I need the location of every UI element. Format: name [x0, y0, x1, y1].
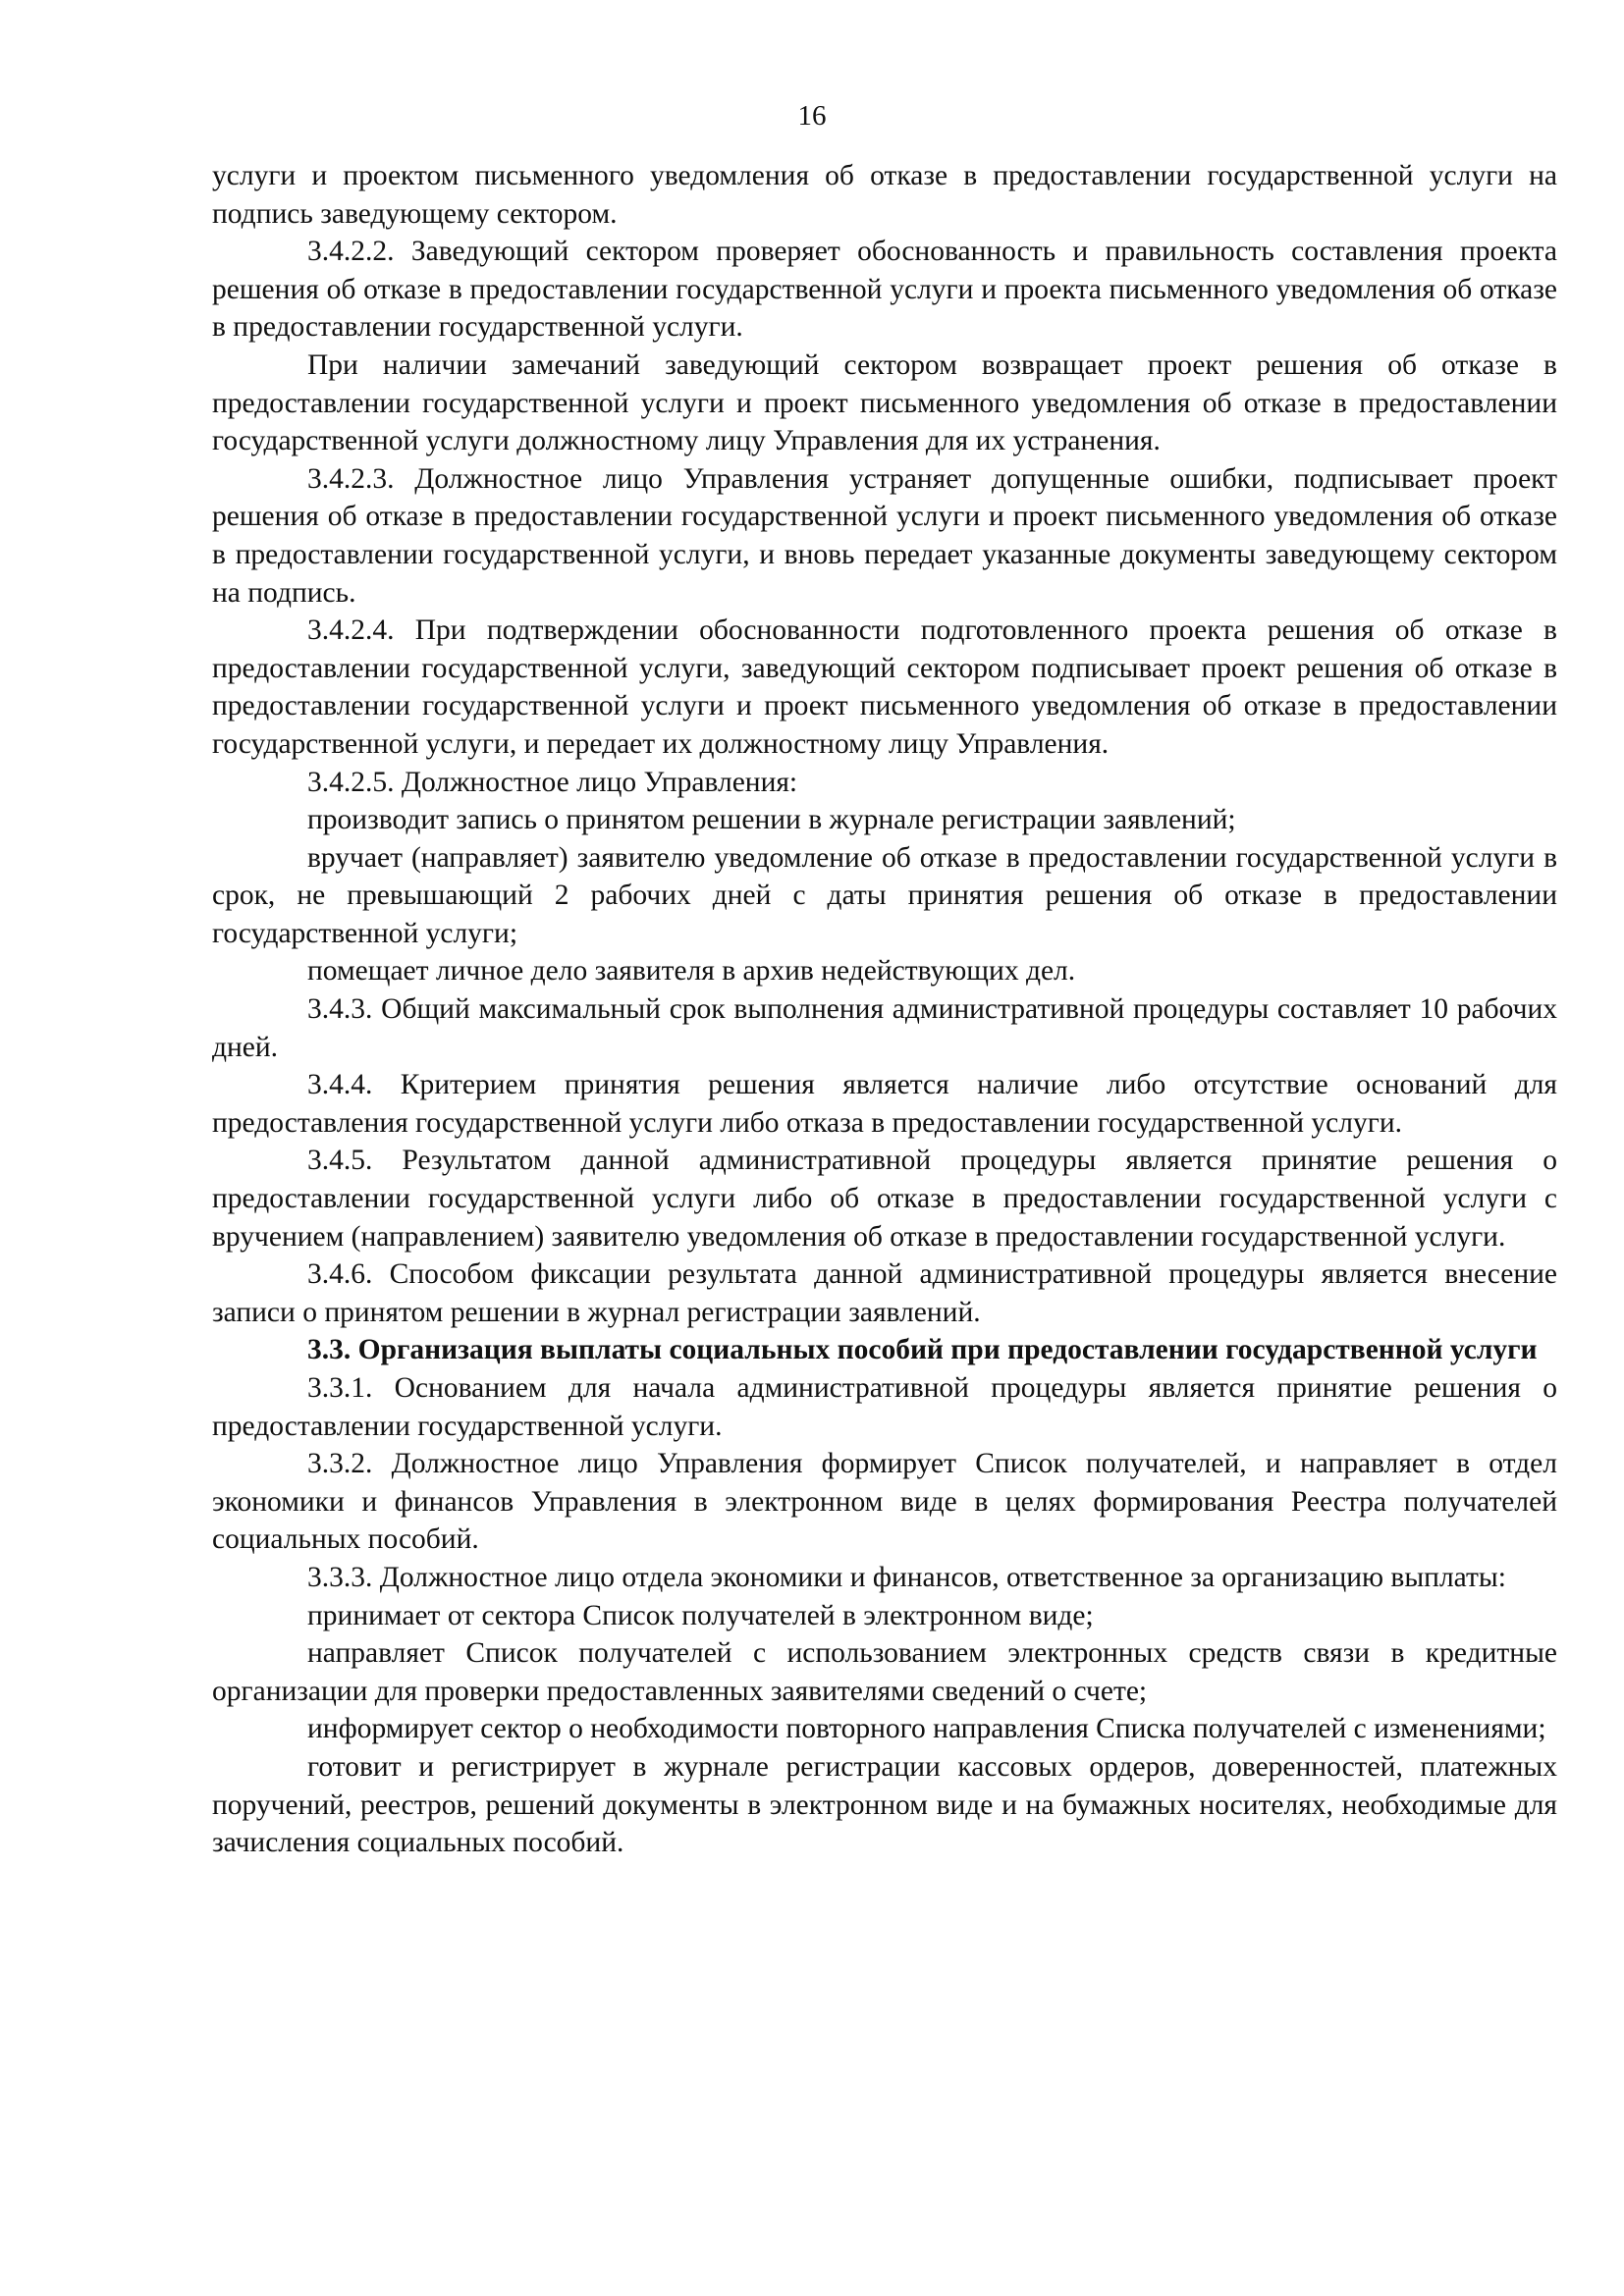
paragraph: При наличии замечаний заведующий сектором возвращает проект решения об отказе в предоставлении государственной услуги и проект письменного уведомления об отказе в предоставлении государственной услуги должностному лицу Управления для их устранения. [212, 348, 1557, 457]
paragraph: 3.4.6. Способом фиксации результата данной административной процедуры является внесение записи о принятом решении в журнал регистрации заявлений. [212, 1258, 1557, 1328]
paragraph: информирует сектор о необходимости повторного направления Списка получателей с изменениями; [307, 1713, 1546, 1745]
paragraph: 3.4.2.4. При подтверждении обоснованности подготовленного проекта решения об отказе в предоставлении государственной услуги, заведующий сектором подписывает проект решения об отказе в предоставлении государственной услуги и проект письменного уведомления об отказе в предоставлении государственной услуги, и передает их должностному лицу Управления. [212, 614, 1557, 760]
paragraph: производит запись о принятом решении в журнале регистрации заявлений; [307, 804, 1236, 836]
paragraph: 3.4.2.2. Заведующий сектором проверяет обоснованность и правильность составления проекта решения об отказе в предоставлении государственной услуги и проекта письменного уведомления об отказе в предоставлении государственной услуги. [212, 236, 1557, 344]
section-heading: 3.3. Организация выплаты социальных пособий при предоставлении государственной услуги [307, 1334, 1538, 1366]
paragraph: принимает от сектора Список получателей в электронном виде; [307, 1599, 1094, 1631]
paragraph: направляет Список получателей с использованием электронных средств связи в кредитные организации для проверки предоставленных заявителями сведений о счете; [212, 1637, 1557, 1707]
document-body [212, 157, 1557, 1862]
page-number: 16 [797, 100, 827, 132]
paragraph: услуги и проектом письменного уведомления об отказе в предоставлении государственной услуги на подпись заведующему сектором. [212, 160, 1557, 230]
paragraph: 3.4.5. Результатом данной административной процедуры является принятие решения о предоставлении государственной услуги либо об отказе в предоставлении государственной услуги с вручением (направлением) заявителю уведомления об отказе в предоставлении государственной услуги. [212, 1145, 1557, 1253]
paragraph: 3.3.2. Должностное лицо Управления формирует Список получателей, и направляет в отдел экономики и финансов Управления в электронном виде в целях формирования Реестра получателей социальных пособий. [212, 1448, 1557, 1556]
paragraph: готовит и регистрирует в журнале регистрации кассовых ордеров, доверенностей, платежных поручений, реестров, решений документы в электронном виде и на бумажных носителях, необходимые для зачисления социальных пособий. [212, 1750, 1557, 1859]
paragraph: 3.4.3. Общий максимальный срок выполнения административной процедуры составляет 10 рабочих дней. [212, 993, 1557, 1063]
paragraph: 3.4.4. Критерием принятия решения является наличие либо отсутствие оснований для предоставления государственной услуги либо отказа в предоставлении государственной услуги. [212, 1069, 1557, 1139]
paragraph: помещает личное дело заявителя в архив недействующих дел. [307, 955, 1076, 988]
paragraph: 3.3.3. Должностное лицо отдела экономики и финансов, ответственное за организацию выплаты: [307, 1561, 1506, 1593]
paragraph: 3.4.2.5. Должностное лицо Управления: [307, 766, 798, 798]
paragraph: 3.3.1. Основанием для начала административной процедуры является принятие решения о предоставлении государственной услуги. [212, 1372, 1557, 1442]
paragraph: 3.4.2.3. Должностное лицо Управления устраняет допущенные ошибки, подписывает проект решения об отказе в предоставлении государственной услуги и проект письменного уведомления об отказе в предоставлении государственной услуги, и вновь передает указанные документы заведующему сектором на подпись. [212, 462, 1557, 609]
paragraph: вручает (направляет) заявителю уведомление об отказе в предоставлении государственной услуги в срок, не превышающий 2 рабочих дней с даты принятия решения об отказе в предоставлении государственной услуги; [212, 841, 1557, 949]
